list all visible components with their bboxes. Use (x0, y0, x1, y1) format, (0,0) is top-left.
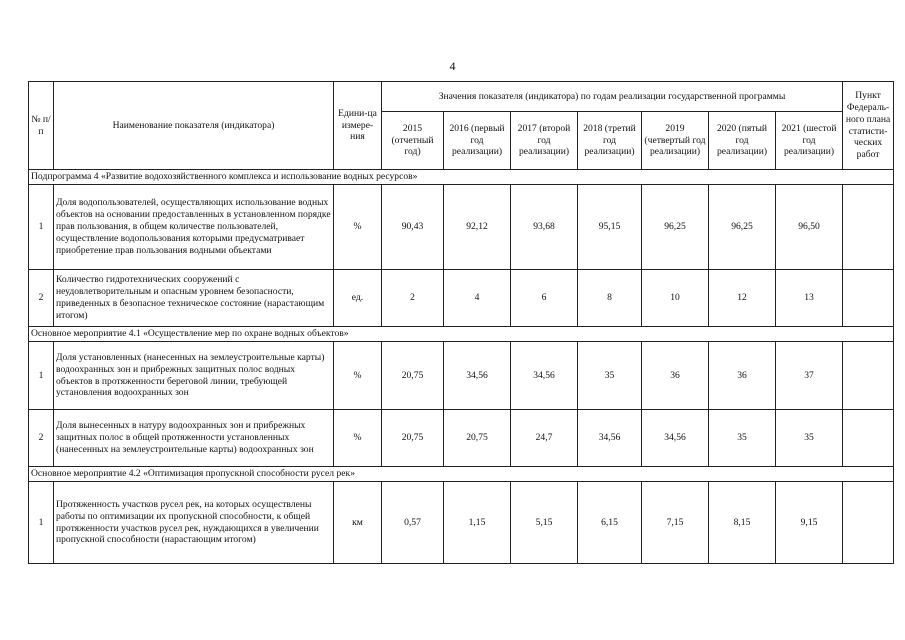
row-value: 20,75 (444, 410, 511, 467)
row-name: Доля установленных (нанесенных на землеустроительные карты) водоохранных зон и прибрежных защитных полос водных объектов в протяженности береговой линии, требующей установления водоохранных зон (54, 342, 334, 410)
row-num: 1 (29, 342, 54, 410)
row-value: 10 (642, 270, 709, 327)
header-year: 2015 (отчетный год) (382, 112, 444, 170)
row-value: 20,75 (382, 342, 444, 410)
row-unit: ед. (334, 270, 382, 327)
row-num: 2 (29, 410, 54, 467)
section-title: Основное мероприятие 4.2 «Оптимизация пропускной способности русел рек» (29, 467, 894, 482)
header-year: 2017 (второй год реализации) (511, 112, 578, 170)
row-value: 34,56 (444, 342, 511, 410)
row-plan-point (843, 410, 894, 467)
row-value: 34,56 (578, 410, 642, 467)
section-title: Основное мероприятие 4.1 «Осуществление мер по охране водных объектов» (29, 327, 894, 342)
row-name: Количество гидротехнических сооружений с неудовлетворительным и опасным уровнем безопасности, приведенных в безопасное техническое состояние (нарастающим итогом) (54, 270, 334, 327)
indicators-table (28, 81, 894, 564)
row-value: 37 (776, 342, 843, 410)
header-plan-point: Пункт Федераль-ного плана статисти-ческих работ (843, 82, 894, 170)
row-value: 5,15 (511, 482, 578, 564)
section-row (29, 327, 894, 342)
row-value: 2 (382, 270, 444, 327)
row-unit: км (334, 482, 382, 564)
header-year: 2016 (первый год реализации) (444, 112, 511, 170)
row-unit: % (334, 185, 382, 270)
header-num: № п/п (29, 82, 54, 170)
row-value: 95,15 (578, 185, 642, 270)
row-value: 13 (776, 270, 843, 327)
row-name: Протяженность участков русел рек, на которых осуществлены работы по оптимизации их пропускной способности, к общей протяженности участков русел рек, нуждающихся в увеличении пропускной способности (нарастающим итогом) (54, 482, 334, 564)
row-value: 6,15 (578, 482, 642, 564)
table-row (29, 410, 894, 467)
row-value: 36 (642, 342, 709, 410)
section-row (29, 467, 894, 482)
row-plan-point (843, 342, 894, 410)
table-row (29, 482, 894, 564)
row-plan-point (843, 482, 894, 564)
row-value: 35 (578, 342, 642, 410)
row-value: 34,56 (642, 410, 709, 467)
table-row (29, 185, 894, 270)
row-plan-point (843, 270, 894, 327)
header-name: Наименование показателя (индикатора) (54, 82, 334, 170)
row-name: Доля водопользователей, осуществляющих использование водных объектов на основании предоставленных в установленном порядке прав пользования, в общем количестве пользователей, осуществление водопользования которыми предусматривает приобретение прав пользования водными объектами (54, 185, 334, 270)
row-value: 93,68 (511, 185, 578, 270)
row-unit: % (334, 410, 382, 467)
header-year: 2019 (четвертый год реализации) (642, 112, 709, 170)
row-value: 8 (578, 270, 642, 327)
row-name: Доля вынесенных в натуру водоохранных зон и прибрежных защитных полос в общей протяженности установленных (нанесенных на землеустроительные карты) водоохранных зон (54, 410, 334, 467)
table-row (29, 270, 894, 327)
row-num: 2 (29, 270, 54, 327)
section-title: Подпрограмма 4 «Развитие водохозяйственного комплекса и использование водных ресурсов» (29, 170, 894, 185)
row-unit: % (334, 342, 382, 410)
row-value: 4 (444, 270, 511, 327)
header-year: 2021 (шестой год реализации) (776, 112, 843, 170)
header-year: 2020 (пятый год реализации) (709, 112, 776, 170)
row-value: 90,43 (382, 185, 444, 270)
row-plan-point (843, 185, 894, 270)
row-num: 1 (29, 185, 54, 270)
row-value: 0,57 (382, 482, 444, 564)
table-row (29, 342, 894, 410)
row-value: 36 (709, 342, 776, 410)
header-values-group: Значения показателя (индикатора) по годам реализации государственной программы (382, 82, 843, 112)
header-unit: Едини-ца измере-ния (334, 82, 382, 170)
row-value: 96,50 (776, 185, 843, 270)
row-value: 12 (709, 270, 776, 327)
row-num: 1 (29, 482, 54, 564)
row-value: 9,15 (776, 482, 843, 564)
row-value: 1,15 (444, 482, 511, 564)
page-number: 4 (449, 59, 456, 73)
row-value: 35 (776, 410, 843, 467)
section-row (29, 170, 894, 185)
row-value: 96,25 (642, 185, 709, 270)
row-value: 92,12 (444, 185, 511, 270)
row-value: 7,15 (642, 482, 709, 564)
row-value: 8,15 (709, 482, 776, 564)
row-value: 96,25 (709, 185, 776, 270)
row-value: 35 (709, 410, 776, 467)
row-value: 24,7 (511, 410, 578, 467)
row-value: 20,75 (382, 410, 444, 467)
row-value: 34,56 (511, 342, 578, 410)
header-year: 2018 (третий год реализации) (578, 112, 642, 170)
row-value: 6 (511, 270, 578, 327)
